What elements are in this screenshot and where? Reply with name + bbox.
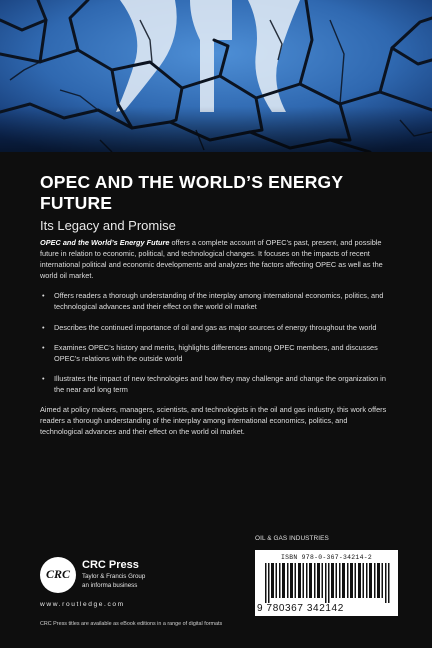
hero-illustration — [0, 0, 432, 152]
list-item-text: Describes the continued importance of oil and gas as major sources of energy throughout the world — [54, 322, 377, 332]
bullet-icon: • — [42, 291, 45, 301]
book-title: OPEC AND THE WORLD’S ENERGY FUTURE — [40, 172, 343, 213]
list-item — [40, 342, 392, 364]
publisher-name: CRC Press — [82, 559, 139, 571]
intro-text: offers a complete account of OPEC’s past, present, and possible future in relation to economic, political, and technological changes. It focuses on the impacts of recent international political and economic developments and analyzes the factors affecting OPEC as well as the world oil market. — [40, 238, 383, 281]
ebook-note: CRC Press titles are available as eBook editions in a range of digital formats — [40, 621, 223, 627]
list-item — [40, 322, 392, 333]
barcode-bars-icon — [265, 563, 391, 603]
list-item-text: Offers readers a thorough understanding of the interplay among international economics, politics, and technological advances and their effect on the world oil market — [54, 291, 384, 312]
description — [40, 237, 392, 437]
logo-mark: CRC — [45, 567, 70, 581]
bullet-icon: • — [42, 342, 45, 352]
closing-paragraph: Aimed at policy makers, managers, scientists, and technologists in the oil and gas industry, this work offers readers a thorough understanding of the interplay among international economics, politics, and technological advances and their effect on the world oil market. — [40, 405, 387, 437]
title-block — [40, 172, 400, 233]
website-link[interactable]: www.routledge.com — [40, 601, 125, 608]
cracked-earth-opec-logo-image — [0, 0, 432, 152]
intro-emphasis: OPEC and the World’s Energy Future — [40, 238, 170, 247]
publisher-business: an informa business — [82, 582, 138, 589]
series-label: OIL & GAS INDUSTRIES — [255, 535, 329, 542]
list-item — [40, 290, 392, 312]
book-subtitle: Its Legacy and Promise — [40, 218, 176, 233]
bullet-icon: • — [42, 322, 45, 332]
isbn-barcode — [255, 550, 398, 616]
intro-paragraph — [40, 237, 392, 281]
barcode-digits: 9 780367 342142 — [257, 603, 344, 614]
publisher-logo — [40, 557, 240, 597]
list-item-text: Illustrates the impact of new technologies and how they may challenge and change the organization in the near and long term — [54, 373, 386, 394]
list-item-text: Examines OPEC’s history and merits, highlights differences among OPEC members, and discusses OPEC’s relations with the outside world — [54, 342, 378, 363]
publisher-group: Taylor & Francis Group — [82, 573, 146, 580]
bullet-icon: • — [42, 373, 45, 383]
isbn-label: ISBN 978-0-367-34214-2 — [281, 554, 372, 561]
feature-list — [40, 290, 392, 395]
list-item — [40, 373, 392, 395]
